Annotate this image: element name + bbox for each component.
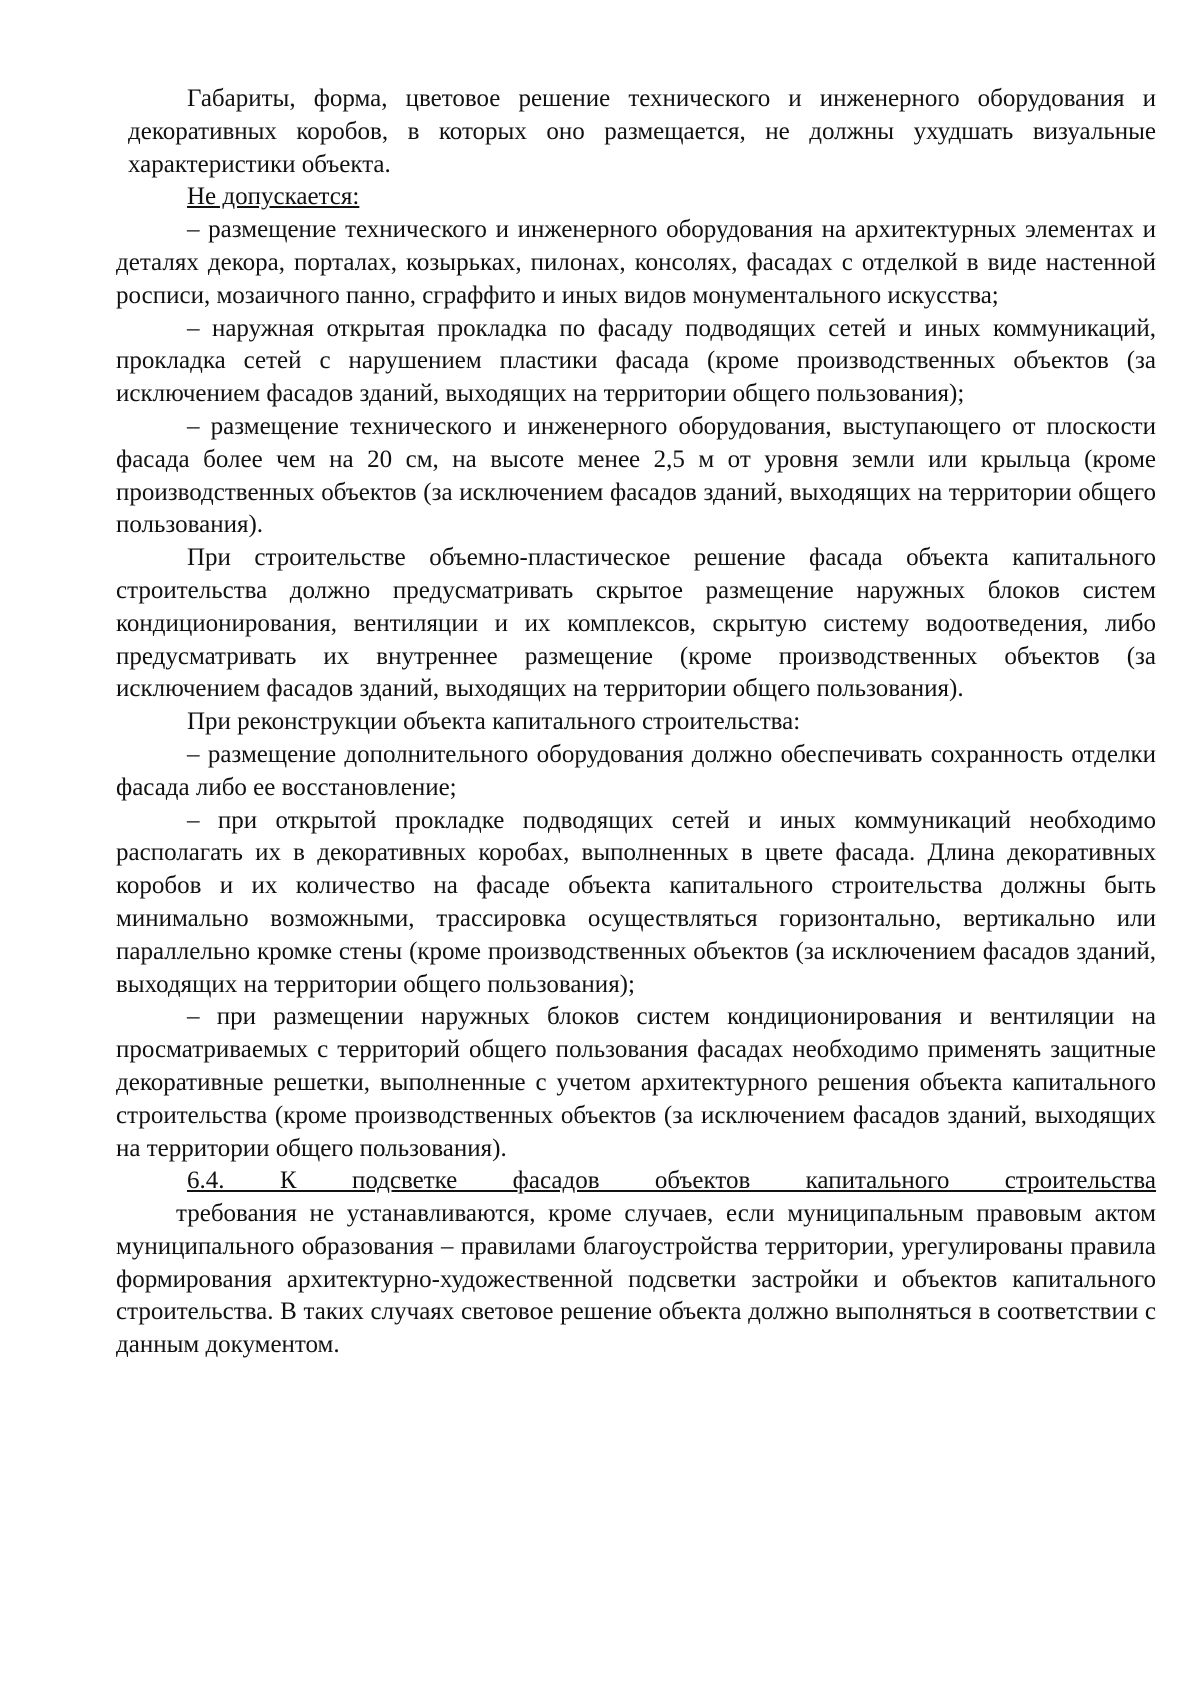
section-heading-6-4: 6.4. К подсветке фасадов объектов капитального строительства — [187, 1167, 1156, 1195]
list-item-protruding-equipment: – размещение технического и инженерного оборудования, выступающего от плоскости фасада более чем на 20 см, на высоте менее 2,5 м от уровня земли или крыльца (кроме производственных объектов (за исключением фасадов зданий, выходящих на территории общего пользования). — [116, 412, 1156, 539]
not-allowed-label: Не допускается: — [187, 183, 360, 211]
paragraph-reconstruction: При реконструкции объекта капитального строительства: — [187, 708, 801, 736]
list-item-decorative-boxes: – при открытой прокладке подводящих сетей и иных коммуникаций необходимо располагать их в декоративных коробах, выполненных в цвете фасада. Длина декоративных коробов и их количество на фасаде объекта капитального строительства должны быть минимально возможными, трассировка осуществляться горизонтально, вертикально или параллельно кромке стены (кроме производственных объектов (за исключением фасадов зданий, выходящих на территории общего пользования); — [116, 806, 1156, 998]
list-item-open-laying: – наружная открытая прокладка по фасаду подводящих сетей и иных коммуникаций, прокладка сетей с нарушением пластики фасада (кроме производственных объектов (за исключением фасадов зданий, выходящих на территории общего пользования); — [116, 314, 1156, 408]
list-item-additional-equipment: – размещение дополнительного оборудования должно обеспечивать сохранность отделки фасада либо ее восстановление; — [116, 740, 1156, 801]
section-6-4 — [116, 1165, 1156, 1198]
paragraph-not-allowed-heading — [116, 181, 1156, 214]
section-6-4-body: требования не устанавливаются, кроме случаев, если муниципальным правовым актом муниципального образования – правилами благоустройства территории, урегулированы правила формирования архитектурно-художественной подсветки застройки и объектов капитального строительства. В таких случаях световое решение объекта должно выполняться в соответствии с данным документом. — [116, 1200, 1156, 1359]
list-item-placement-on-decor: – размещение технического и инженерного оборудования на архитектурных элементах и деталях декора, порталах, козырьках, пилонах, консолях, фасадах с отделкой в виде настенной росписи, мозаичного панно, сграффито и иных видов монументального искусства; — [116, 216, 1156, 309]
paragraph-construction: При строительстве объемно-пластическое решение фасада объекта капитального строительства должно предусматривать скрытое размещение наружных блоков систем кондиционирования, вентиляции и их комплексов, скрытую систему водоотведения, либо предусматривать их внутреннее размещение (кроме производственных объектов (за исключением фасадов зданий, выходящих на территории общего пользования). — [116, 544, 1156, 703]
document-body — [116, 83, 1156, 1362]
list-item-grilles: – при размещении наружных блоков систем кондиционирования и вентиляции на просматриваемых с территорий общего пользования фасадах необходимо применять защитные декоративные решетки, выполненные с учетом архитектурного решения объекта капитального строительства (кроме производственных объектов (за исключением фасадов зданий, выходящих на территории общего пользования). — [116, 1003, 1156, 1162]
paragraph-dimensions: Габариты, форма, цветовое решение технического и инженерного оборудования и декоративных коробов, в которых оно размещается, не должны ухудшать визуальные характеристики объекта. — [128, 85, 1156, 178]
